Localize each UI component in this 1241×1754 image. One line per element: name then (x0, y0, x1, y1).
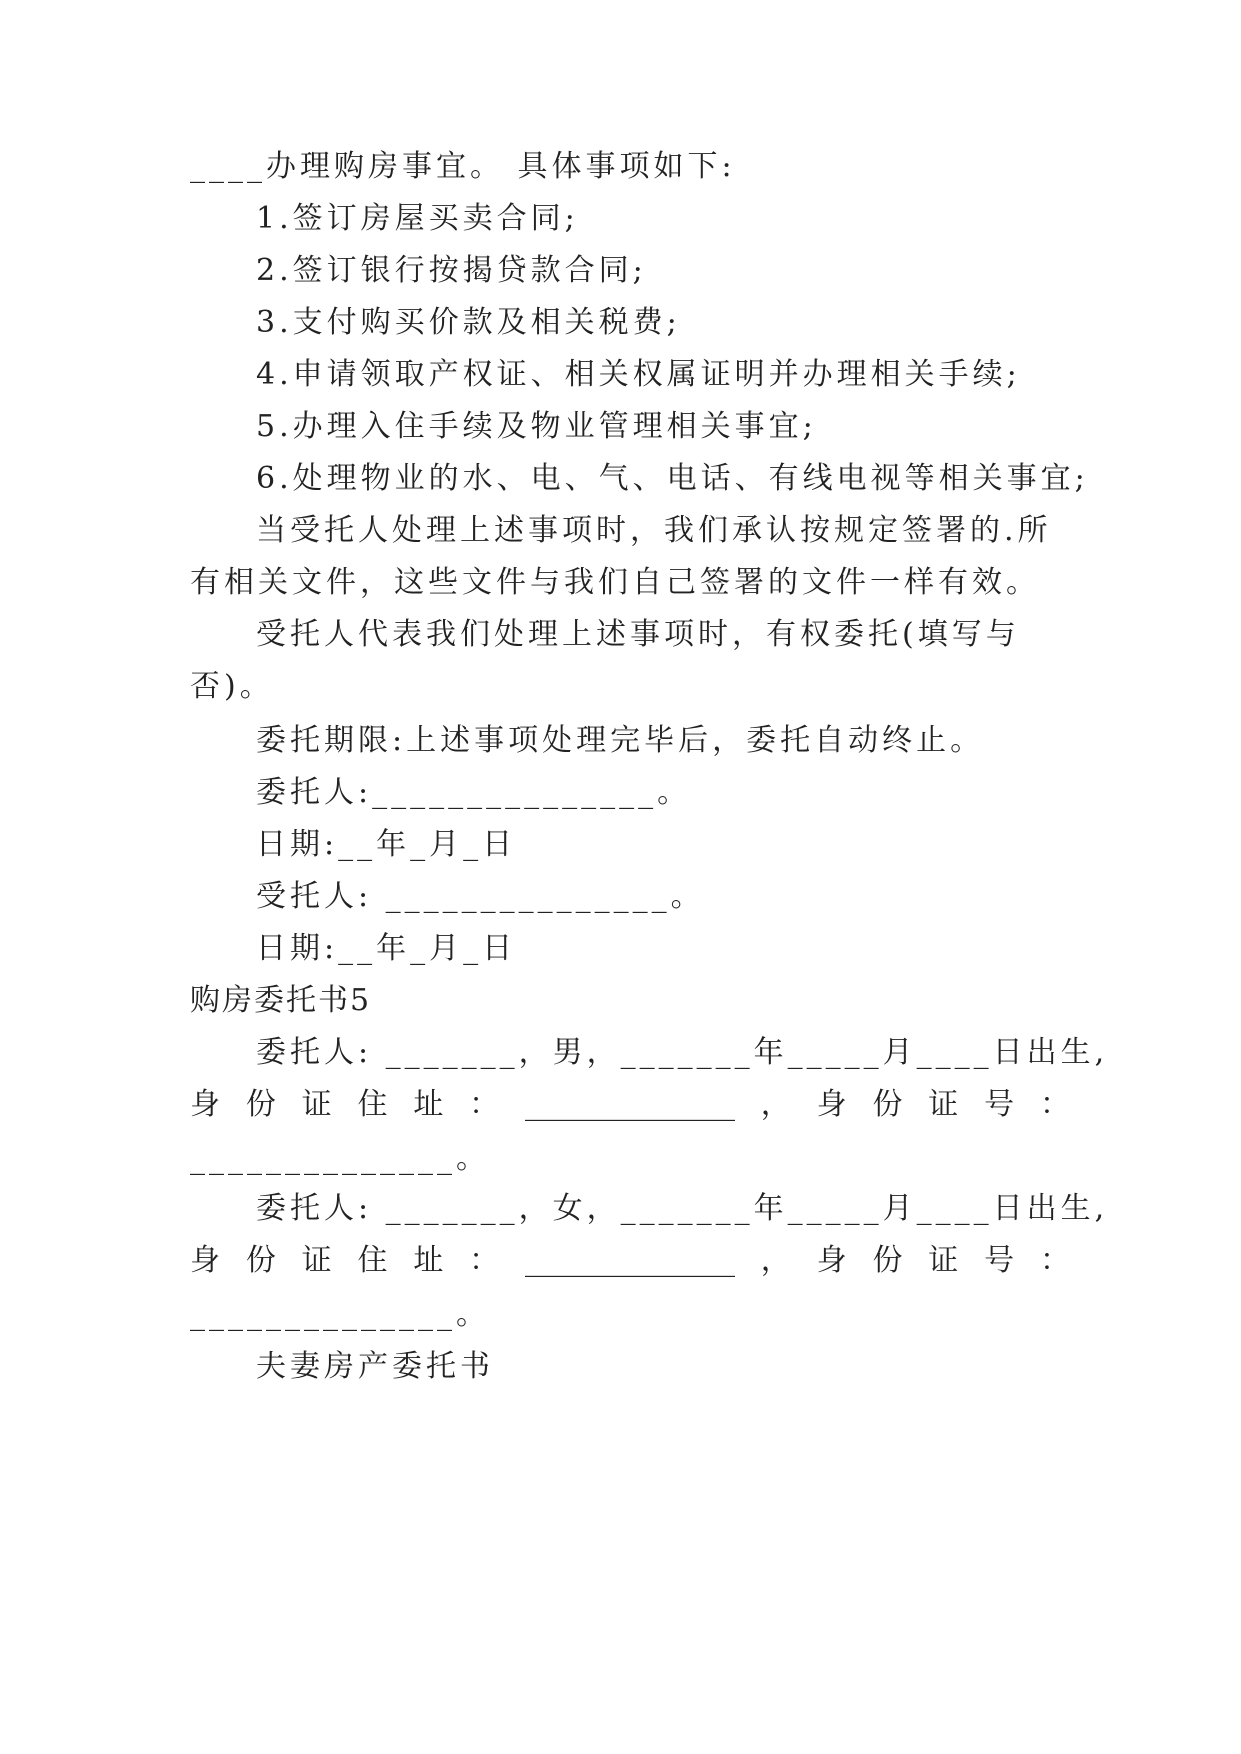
blank: ______________ (524, 1087, 735, 1122)
blank: ______________ (524, 1243, 735, 1278)
list-item: 1.签订房屋买卖合同; (256, 201, 579, 236)
principal-line: 委托人: _______，男，_______年_____月____日出生, (256, 1035, 1109, 1070)
text-line: ____办理购房事宜。 具体事项如下: (190, 149, 736, 184)
paragraph-line: 委托期限:上述事项处理完毕后，委托自动终止。 (256, 723, 985, 758)
char: 份 (872, 1243, 903, 1278)
signature-line: 受托人: _______________。 (256, 879, 705, 914)
signature-line: 委托人:_______________。 (256, 775, 692, 810)
char: 身 (190, 1243, 220, 1278)
paragraph-line: 当受托人处理上述事项时，我们承认按规定签署的.所 (256, 513, 1052, 548)
char: ： (469, 1243, 500, 1278)
char: 证 (301, 1243, 332, 1278)
list-item: 3.支付购买价款及相关税费; (256, 305, 681, 340)
paragraph-line: 有相关文件，这些文件与我们自己签署的文件一样有效。 (190, 565, 1040, 600)
char: 号 (984, 1087, 1015, 1122)
char: 证 (928, 1087, 959, 1122)
list-item: 6.处理物业的水、电、气、电话、有线电视等相关事宜; (256, 461, 1089, 496)
paragraph-line: 受托人代表我们处理上述事项时，有权委托(填写与 (256, 617, 1020, 652)
char: 住 (357, 1243, 388, 1278)
section-heading: 夫妻房产委托书 (256, 1349, 494, 1384)
list-item: 5.办理入住手续及物业管理相关事宜; (256, 409, 817, 444)
char: ， (760, 1243, 791, 1278)
char: 址 (413, 1087, 444, 1122)
paragraph-line: 否)。 (190, 669, 274, 704)
id-address-line (190, 1232, 1070, 1290)
char: 份 (872, 1087, 903, 1122)
list-item: 2.签订银行按揭贷款合同; (256, 253, 647, 288)
section-title: 购房委托书5 (190, 983, 372, 1018)
char: 号 (984, 1243, 1015, 1278)
char: 证 (301, 1087, 332, 1122)
char: 身 (816, 1087, 847, 1122)
char: ： (1039, 1087, 1070, 1122)
char: 址 (413, 1243, 444, 1278)
date-line: 日期:__年_月_日 (256, 827, 517, 862)
char: 份 (245, 1087, 276, 1122)
date-line: 日期:__年_月_日 (256, 931, 517, 966)
char: 身 (190, 1087, 220, 1122)
char: ： (469, 1087, 500, 1122)
id-address-line (190, 1076, 1070, 1134)
char: ： (1039, 1243, 1070, 1278)
id-number-line: ______________。 (190, 1141, 490, 1176)
id-number-line: ______________。 (190, 1297, 490, 1332)
principal-line: 委托人: _______，女，_______年_____月____日出生, (256, 1191, 1109, 1226)
list-item: 4.申请领取产权证、相关权属证明并办理相关手续; (256, 357, 1021, 392)
char: ， (760, 1087, 791, 1122)
char: 住 (357, 1087, 388, 1122)
char: 证 (928, 1243, 959, 1278)
char: 身 (816, 1243, 847, 1278)
char: 份 (245, 1243, 276, 1278)
